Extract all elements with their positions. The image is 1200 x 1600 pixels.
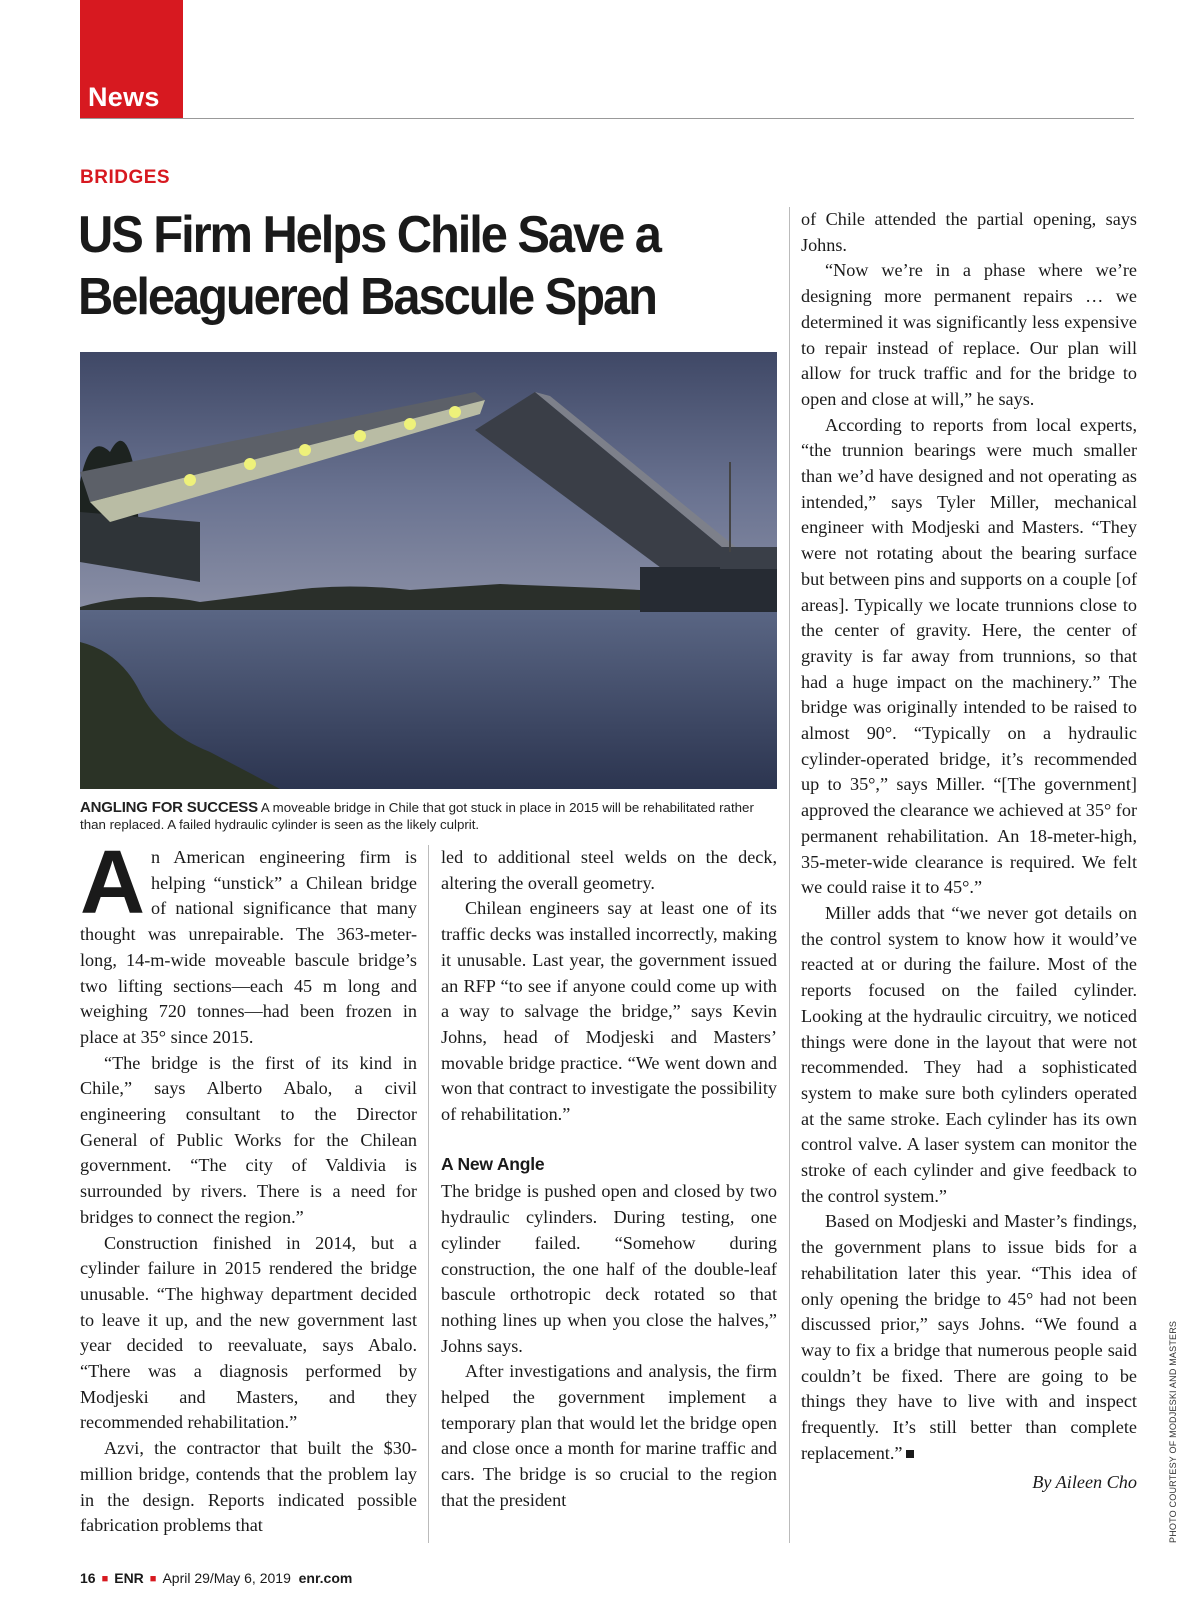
kicker: BRIDGES bbox=[80, 167, 171, 188]
section-tab bbox=[80, 0, 183, 119]
caption-lead: ANGLING FOR SUCCESS bbox=[80, 799, 258, 816]
article-column-2 bbox=[441, 845, 777, 1514]
paragraph: of Chile attended the partial opening, says Johns. bbox=[801, 209, 1137, 255]
subhead: A New Angle bbox=[441, 1153, 545, 1174]
header-rule bbox=[80, 118, 1134, 119]
bullet-icon: ■ bbox=[101, 1573, 109, 1585]
section-tab-label: News bbox=[88, 82, 160, 112]
paragraph-final bbox=[801, 1209, 1137, 1466]
column-divider bbox=[789, 207, 790, 1543]
paragraph: Based on Modjeski and Master’s findings, the government plans to issue bids for a rehabilitation later this year. “This idea of only opening the bridge to 45° had not been discussed prior,” says Johns. “We found a way to fix a bridge that numerous people said couldn’t be fixed. There are going to be things they have to live with and inspect frequently. It’s still better than complete replacement.” bbox=[801, 1211, 1137, 1463]
paragraph: The bridge is pushed open and closed by two hydraulic cylinders. During testing, one cylinder failed. “Somehow during construction, the one half of the double-leaf bascule orthotropic deck rotated so that nothing lines up when you close the halves,” Johns says. bbox=[441, 1181, 777, 1356]
article-column-1 bbox=[80, 833, 417, 1539]
paragraph: n American engineering firm is helping “unstick” a Chilean bridge of national significance that many thought was unrepairable. The 363-meter-long, 14-m-wide moveable bascule bridge’s two lifting sections—each 45 m long and weighing 720 tonnes—had been frozen in place at 35° since 2015. bbox=[80, 847, 417, 1047]
photo-credit: PHOTO COURTESY OF MODJESKI AND MASTERS bbox=[1168, 1320, 1178, 1543]
paragraph: “The bridge is the first of its kind in Chile,” says Alberto Abalo, a civil engineering consultant to the Director General of Public Works for the Chilean government. “The city of Valdivia is surrounded by rivers. There is a need for bridges to connect the region.” bbox=[80, 1052, 417, 1227]
headline: US Firm Helps Chile Save a Beleaguered Bascule Span bbox=[78, 206, 660, 326]
caption-text: A moveable bridge in Chile that got stuck in place in 2015 will be rehabilitated rather than replaced. A failed hydraulic cylinder is seen as the likely culprit. bbox=[80, 800, 754, 832]
photo-caption bbox=[80, 799, 780, 833]
paragraph: Chilean engineers say at least one of its traffic decks was installed incorrectly, making it unusable. Last year, the government issued an RFP “to see if anyone could come up with a way to salvage the bridge,” says Kevin Johns, head of Modjeski and Masters’ movable bridge practice. “We went down and won that contract to investigate the possibility of rehabilitation.” bbox=[441, 898, 777, 1125]
page-number: 16 bbox=[80, 1570, 96, 1586]
website: enr.com bbox=[298, 1570, 353, 1586]
article-column-3 bbox=[801, 207, 1137, 1496]
publication-name: ENR bbox=[114, 1570, 144, 1586]
paragraph: Azvi, the contractor that built the $30-million bridge, contends that the problem lay in the design. Reports indicated possible fabrication problems that bbox=[80, 1438, 417, 1536]
paragraph: After investigations and analysis, the firm helped the government implement a temporary plan that would let the bridge open and close once a month for marine traffic and cars. The bridge is so crucial to the region that the president bbox=[441, 1361, 777, 1510]
byline: By Aileen Cho bbox=[1032, 1472, 1137, 1493]
paragraph: Miller adds that “we never got details on the control system to know how it would’ve reacted at or during the failure. Most of the reports focused on the failed cylinder. Looking at the hydraulic circuitry, we noticed things were done in the layout that were not recommended. They had a sophisticated system to make sure both cylinders operated at the same stroke. Each cylinder has its own control valve. A laser system can monitor the stroke of each cylinder and give feedback to the control system.” bbox=[801, 902, 1137, 1206]
issue-date: April 29/May 6, 2019 bbox=[162, 1570, 291, 1586]
paragraph: According to reports from local experts, “the trunnion bearings were much smaller than we’d have designed and not operating as intended,” says Tyler Miller, mechanical engineer with Modjeski and Masters. “They were not rotating about the bearing surface but between pins and supports on a couple [of areas]. Typically we locate trunnions close to the center of gravity. Here, the center of gravity is far away from trunnions, so that had a huge impact on the machinery.” The bridge was originally intended to be raised to almost 90°. “Typically on a hydraulic cylinder-operated bridge, it’s recommended up to 35°,” says Miller. “[The government] approved the clearance we achieved at 35° for permanent rehabilitation. An 18-meter-high, 35-meter-wide clearance is required. We felt we could raise it to 45°.” bbox=[801, 414, 1137, 898]
page-footer bbox=[80, 1570, 352, 1586]
drop-cap: A bbox=[80, 833, 145, 933]
bridge-photo bbox=[80, 352, 777, 789]
paragraph: “Now we’re in a phase where we’re designing more permanent repairs … we determined it was significantly less expensive to repair instead of replace. Our plan will allow for truck traffic and for the bridge to open and close at will,” he says. bbox=[801, 260, 1137, 409]
bullet-icon: ■ bbox=[149, 1573, 157, 1585]
paragraph: Construction finished in 2014, but a cylinder failure in 2015 rendered the bridge unusable. “The highway department decided to leave it up, and the new government last year decided to reevaluate, says Abalo. “There was a diagnosis performed by Modjeski and Masters, and they recommended rehabilitation.” bbox=[80, 1232, 417, 1433]
end-mark-icon bbox=[906, 1450, 914, 1458]
column-divider bbox=[428, 845, 429, 1543]
paragraph: led to additional steel welds on the deck, altering the overall geometry. bbox=[441, 847, 777, 893]
